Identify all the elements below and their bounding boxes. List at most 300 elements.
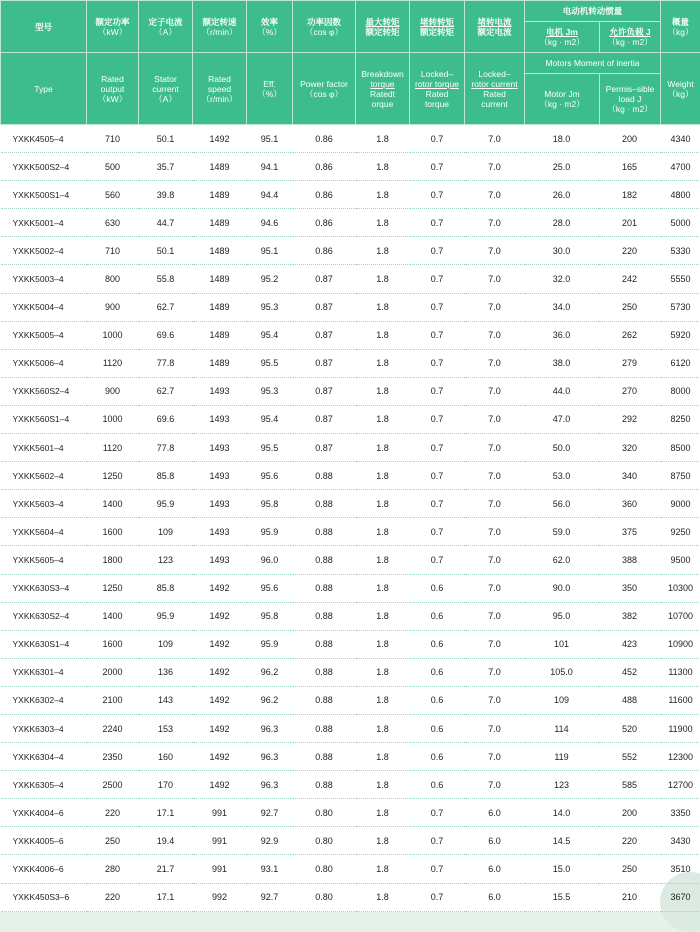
cell-rated-speed: 1493 (193, 546, 247, 574)
cell-locked-rotor-current: 7.0 (465, 265, 525, 293)
cell-weight: 3430 (661, 827, 700, 855)
cell-load-j: 165 (599, 153, 661, 181)
cell-locked-rotor-torque: 0.7 (410, 518, 465, 546)
cell-breakdown-torque: 1.8 (356, 377, 410, 405)
cell-type: YXKK5601–4 (1, 434, 87, 462)
table-row (1, 377, 700, 405)
cell-locked-rotor-torque: 0.6 (410, 574, 465, 602)
cell-weight: 6120 (661, 349, 700, 377)
header-locked-current-en: Locked– rotor current Rated current (465, 53, 525, 125)
cell-locked-rotor-current: 7.0 (465, 462, 525, 490)
cell-type: YXKK6304–4 (1, 743, 87, 771)
cell-locked-rotor-torque: 0.7 (410, 209, 465, 237)
cell-efficiency: 94.1 (247, 153, 293, 181)
cell-breakdown-torque: 1.8 (356, 855, 410, 883)
table-row (1, 743, 700, 771)
cell-breakdown-torque: 1.8 (356, 574, 410, 602)
cell-load-j: 250 (599, 293, 661, 321)
table-row (1, 855, 700, 883)
cell-rated-speed: 1492 (193, 743, 247, 771)
cell-rated-output: 2100 (87, 686, 139, 714)
cell-load-j: 270 (599, 377, 661, 405)
cell-locked-rotor-torque: 0.6 (410, 658, 465, 686)
cell-load-j: 585 (599, 771, 661, 799)
cell-rated-speed: 1492 (193, 658, 247, 686)
cell-load-j: 200 (599, 799, 661, 827)
table-row (1, 265, 700, 293)
cell-type: YXKK6302–4 (1, 686, 87, 714)
cell-efficiency: 96.3 (247, 771, 293, 799)
cell-rated-speed: 991 (193, 799, 247, 827)
cell-locked-rotor-torque: 0.7 (410, 321, 465, 349)
cell-type: YXKK5603–4 (1, 490, 87, 518)
cell-rated-speed: 1489 (193, 349, 247, 377)
cell-type: YXKK500S2–4 (1, 153, 87, 181)
cell-breakdown-torque: 1.8 (356, 771, 410, 799)
cell-power-factor: 0.87 (293, 434, 356, 462)
cell-breakdown-torque: 1.8 (356, 265, 410, 293)
cell-rated-output: 1000 (87, 321, 139, 349)
cell-efficiency: 95.3 (247, 377, 293, 405)
cell-weight: 12700 (661, 771, 700, 799)
cell-power-factor: 0.88 (293, 574, 356, 602)
cell-motor-jm: 114 (525, 714, 599, 742)
cell-rated-speed: 1489 (193, 181, 247, 209)
cell-motor-jm: 47.0 (525, 405, 599, 433)
table-row (1, 827, 700, 855)
cell-motor-jm: 26.0 (525, 181, 599, 209)
cell-rated-speed: 1489 (193, 321, 247, 349)
cell-breakdown-torque: 1.8 (356, 293, 410, 321)
cell-motor-jm: 62.0 (525, 546, 599, 574)
cell-locked-rotor-torque: 0.7 (410, 462, 465, 490)
cell-power-factor: 0.88 (293, 714, 356, 742)
cell-rated-output: 1250 (87, 462, 139, 490)
cell-motor-jm: 14.5 (525, 827, 599, 855)
cell-motor-jm: 59.0 (525, 518, 599, 546)
cell-locked-rotor-current: 7.0 (465, 574, 525, 602)
cell-breakdown-torque: 1.8 (356, 743, 410, 771)
cell-rated-speed: 991 (193, 855, 247, 883)
header-moi-en: Motors Moment of inertia Motor Jm （kg · m2） Permis–sible load J （kg · m2） (525, 53, 661, 125)
cell-power-factor: 0.87 (293, 321, 356, 349)
header-eff-cn: 效率 （%） (247, 1, 293, 53)
cell-rated-speed: 1489 (193, 237, 247, 265)
cell-rated-speed: 1493 (193, 518, 247, 546)
cell-power-factor: 0.86 (293, 209, 356, 237)
cell-power-factor: 0.86 (293, 153, 356, 181)
cell-load-j: 220 (599, 827, 661, 855)
cell-type: YXKK4005–6 (1, 827, 87, 855)
cell-type: YXKK4006–6 (1, 855, 87, 883)
header-current-cn: 定子电流 （A） (139, 1, 193, 53)
cell-locked-rotor-current: 7.0 (465, 714, 525, 742)
cell-type: YXKK5004–4 (1, 293, 87, 321)
cell-type: YXKK5605–4 (1, 546, 87, 574)
cell-type: YXKK560S1–4 (1, 405, 87, 433)
cell-stator-current: 50.1 (139, 125, 193, 153)
cell-rated-output: 710 (87, 237, 139, 265)
cell-rated-output: 500 (87, 153, 139, 181)
cell-motor-jm: 44.0 (525, 377, 599, 405)
cell-weight: 11300 (661, 658, 700, 686)
cell-rated-output: 2350 (87, 743, 139, 771)
cell-type: YXKK630S3–4 (1, 574, 87, 602)
cell-load-j: 488 (599, 686, 661, 714)
cell-weight: 5330 (661, 237, 700, 265)
cell-efficiency: 92.9 (247, 827, 293, 855)
cell-efficiency: 95.6 (247, 462, 293, 490)
cell-motor-jm: 56.0 (525, 490, 599, 518)
cell-weight: 5920 (661, 321, 700, 349)
cell-efficiency: 95.1 (247, 125, 293, 153)
cell-power-factor: 0.88 (293, 490, 356, 518)
cell-stator-current: 85.8 (139, 462, 193, 490)
cell-motor-jm: 30.0 (525, 237, 599, 265)
cell-locked-rotor-torque: 0.7 (410, 181, 465, 209)
cell-locked-rotor-torque: 0.7 (410, 405, 465, 433)
header-weight-cn: 概量 （kg） (661, 1, 700, 53)
cell-rated-speed: 992 (193, 883, 247, 911)
cell-rated-output: 1600 (87, 630, 139, 658)
cell-weight: 11900 (661, 714, 700, 742)
cell-load-j: 340 (599, 462, 661, 490)
cell-type: YXKK5003–4 (1, 265, 87, 293)
table-row (1, 125, 700, 153)
cell-rated-speed: 1492 (193, 771, 247, 799)
cell-motor-jm: 15.0 (525, 855, 599, 883)
cell-weight: 8750 (661, 462, 700, 490)
cell-efficiency: 92.7 (247, 883, 293, 911)
cell-motor-jm: 105.0 (525, 658, 599, 686)
cell-type: YXKK630S2–4 (1, 602, 87, 630)
cell-breakdown-torque: 1.8 (356, 405, 410, 433)
cell-breakdown-torque: 1.8 (356, 490, 410, 518)
header-locked-torque-en: Locked– rotor torque Rated torque (410, 53, 465, 125)
table-row (1, 153, 700, 181)
cell-power-factor: 0.87 (293, 349, 356, 377)
cell-rated-speed: 1492 (193, 574, 247, 602)
header-speed-en: Rated speed （r/min） (193, 53, 247, 125)
cell-rated-speed: 1493 (193, 490, 247, 518)
cell-weight: 10900 (661, 630, 700, 658)
cell-rated-output: 220 (87, 883, 139, 911)
cell-weight: 4700 (661, 153, 700, 181)
cell-weight: 4340 (661, 125, 700, 153)
cell-rated-output: 1250 (87, 574, 139, 602)
cell-motor-jm: 53.0 (525, 462, 599, 490)
cell-locked-rotor-torque: 0.7 (410, 855, 465, 883)
cell-locked-rotor-torque: 0.6 (410, 771, 465, 799)
cell-power-factor: 0.86 (293, 181, 356, 209)
cell-motor-jm: 109 (525, 686, 599, 714)
cell-load-j: 388 (599, 546, 661, 574)
cell-load-j: 520 (599, 714, 661, 742)
cell-rated-output: 1400 (87, 490, 139, 518)
cell-efficiency: 95.4 (247, 405, 293, 433)
cell-rated-output: 900 (87, 293, 139, 321)
cell-weight: 3510 (661, 855, 700, 883)
cell-efficiency: 95.9 (247, 630, 293, 658)
cell-motor-jm: 15.5 (525, 883, 599, 911)
cell-type: YXKK5002–4 (1, 237, 87, 265)
cell-rated-speed: 1492 (193, 630, 247, 658)
cell-power-factor: 0.88 (293, 546, 356, 574)
cell-rated-output: 1120 (87, 349, 139, 377)
table-row (1, 686, 700, 714)
cell-locked-rotor-current: 7.0 (465, 434, 525, 462)
cell-locked-rotor-current: 7.0 (465, 153, 525, 181)
cell-efficiency: 95.1 (247, 237, 293, 265)
cell-motor-jm: 14.0 (525, 799, 599, 827)
cell-locked-rotor-torque: 0.7 (410, 125, 465, 153)
cell-locked-rotor-torque: 0.7 (410, 265, 465, 293)
cell-load-j: 279 (599, 349, 661, 377)
table-body (1, 125, 700, 912)
cell-stator-current: 19.4 (139, 827, 193, 855)
cell-locked-rotor-current: 7.0 (465, 181, 525, 209)
cell-load-j: 452 (599, 658, 661, 686)
cell-stator-current: 50.1 (139, 237, 193, 265)
cell-stator-current: 17.1 (139, 883, 193, 911)
cell-locked-rotor-current: 7.0 (465, 377, 525, 405)
cell-locked-rotor-torque: 0.7 (410, 349, 465, 377)
cell-type: YXKK6301–4 (1, 658, 87, 686)
cell-breakdown-torque: 1.8 (356, 883, 410, 911)
cell-rated-speed: 991 (193, 827, 247, 855)
cell-power-factor: 0.87 (293, 265, 356, 293)
cell-locked-rotor-current: 7.0 (465, 125, 525, 153)
cell-efficiency: 96.2 (247, 658, 293, 686)
cell-power-factor: 0.86 (293, 237, 356, 265)
cell-motor-jm: 119 (525, 743, 599, 771)
table-row (1, 630, 700, 658)
cell-breakdown-torque: 1.8 (356, 686, 410, 714)
header-locked-torque-cn: 堵转转矩 额定转矩 (410, 1, 465, 53)
cell-stator-current: 109 (139, 518, 193, 546)
cell-rated-speed: 1493 (193, 405, 247, 433)
cell-locked-rotor-current: 7.0 (465, 743, 525, 771)
cell-locked-rotor-torque: 0.7 (410, 827, 465, 855)
cell-stator-current: 62.7 (139, 377, 193, 405)
table-row (1, 434, 700, 462)
cell-power-factor: 0.80 (293, 883, 356, 911)
cell-locked-rotor-current: 6.0 (465, 799, 525, 827)
cell-locked-rotor-current: 7.0 (465, 546, 525, 574)
cell-rated-speed: 1492 (193, 125, 247, 153)
cell-efficiency: 95.5 (247, 434, 293, 462)
cell-efficiency: 95.8 (247, 490, 293, 518)
table-row (1, 602, 700, 630)
header-motor-jm-en: Motor Jm （kg · m2） (525, 74, 600, 124)
cell-locked-rotor-current: 7.0 (465, 293, 525, 321)
header-motor-jm-cn: 电机 Jm （kg · m2） (525, 22, 600, 52)
cell-load-j: 250 (599, 855, 661, 883)
cell-type: YXKK4505–4 (1, 125, 87, 153)
cell-rated-output: 280 (87, 855, 139, 883)
cell-type: YXKK5006–4 (1, 349, 87, 377)
cell-locked-rotor-current: 7.0 (465, 771, 525, 799)
cell-efficiency: 95.9 (247, 518, 293, 546)
cell-locked-rotor-torque: 0.7 (410, 293, 465, 321)
table-row (1, 771, 700, 799)
table-row (1, 714, 700, 742)
cell-weight: 8000 (661, 377, 700, 405)
cell-motor-jm: 36.0 (525, 321, 599, 349)
cell-stator-current: 77.8 (139, 434, 193, 462)
cell-locked-rotor-torque: 0.7 (410, 490, 465, 518)
cell-locked-rotor-torque: 0.7 (410, 799, 465, 827)
cell-rated-speed: 1489 (193, 265, 247, 293)
table-row (1, 490, 700, 518)
cell-locked-rotor-current: 7.0 (465, 630, 525, 658)
header-pf-en: Power factor （cos φ） (293, 53, 356, 125)
cell-rated-output: 1120 (87, 434, 139, 462)
cell-motor-jm: 123 (525, 771, 599, 799)
cell-locked-rotor-torque: 0.7 (410, 377, 465, 405)
cell-power-factor: 0.80 (293, 827, 356, 855)
cell-locked-rotor-current: 6.0 (465, 855, 525, 883)
cell-rated-speed: 1492 (193, 686, 247, 714)
cell-breakdown-torque: 1.8 (356, 602, 410, 630)
cell-stator-current: 62.7 (139, 293, 193, 321)
cell-rated-output: 2240 (87, 714, 139, 742)
header-type-en: Type (1, 53, 87, 125)
cell-type: YXKK5001–4 (1, 209, 87, 237)
cell-locked-rotor-current: 7.0 (465, 321, 525, 349)
cell-locked-rotor-current: 7.0 (465, 686, 525, 714)
cell-load-j: 423 (599, 630, 661, 658)
cell-weight: 3670 (661, 883, 700, 911)
cell-motor-jm: 28.0 (525, 209, 599, 237)
cell-load-j: 382 (599, 602, 661, 630)
cell-load-j: 242 (599, 265, 661, 293)
cell-rated-output: 800 (87, 265, 139, 293)
cell-efficiency: 96.2 (247, 686, 293, 714)
cell-load-j: 201 (599, 209, 661, 237)
cell-power-factor: 0.87 (293, 405, 356, 433)
cell-breakdown-torque: 1.8 (356, 125, 410, 153)
cell-breakdown-torque: 1.8 (356, 349, 410, 377)
header-moi-cn: 电动机转动惯量 电机 Jm （kg · m2） 允许负载 J （kg · m2） (525, 1, 661, 53)
header-locked-current-cn: 堵转电流 额定电流 (465, 1, 525, 53)
cell-power-factor: 0.88 (293, 658, 356, 686)
cell-rated-speed: 1493 (193, 462, 247, 490)
header-pf-cn: 功率因数 （cos φ） (293, 1, 356, 53)
cell-locked-rotor-torque: 0.7 (410, 237, 465, 265)
cell-stator-current: 35.7 (139, 153, 193, 181)
cell-stator-current: 170 (139, 771, 193, 799)
cell-breakdown-torque: 1.8 (356, 181, 410, 209)
cell-breakdown-torque: 1.8 (356, 153, 410, 181)
cell-locked-rotor-current: 7.0 (465, 349, 525, 377)
cell-locked-rotor-torque: 0.6 (410, 714, 465, 742)
cell-efficiency: 95.2 (247, 265, 293, 293)
table-row (1, 321, 700, 349)
cell-power-factor: 0.86 (293, 125, 356, 153)
cell-rated-output: 900 (87, 377, 139, 405)
cell-rated-output: 2000 (87, 658, 139, 686)
header-load-j-en: Permis–sible load J （kg · m2） (600, 74, 660, 124)
cell-rated-speed: 1489 (193, 293, 247, 321)
cell-efficiency: 94.6 (247, 209, 293, 237)
cell-rated-speed: 1493 (193, 434, 247, 462)
cell-power-factor: 0.87 (293, 293, 356, 321)
table-row (1, 293, 700, 321)
cell-locked-rotor-current: 7.0 (465, 405, 525, 433)
cell-weight: 5730 (661, 293, 700, 321)
cell-stator-current: 17.1 (139, 799, 193, 827)
cell-power-factor: 0.88 (293, 686, 356, 714)
header-breakdown-cn: 最大转矩 额定转矩 (356, 1, 410, 53)
cell-stator-current: 153 (139, 714, 193, 742)
cell-type: YXKK630S1–4 (1, 630, 87, 658)
table-row (1, 462, 700, 490)
cell-rated-output: 1800 (87, 546, 139, 574)
cell-efficiency: 96.3 (247, 714, 293, 742)
cell-stator-current: 55.8 (139, 265, 193, 293)
cell-locked-rotor-torque: 0.7 (410, 153, 465, 181)
cell-breakdown-torque: 1.8 (356, 434, 410, 462)
cell-rated-output: 1000 (87, 405, 139, 433)
cell-power-factor: 0.80 (293, 799, 356, 827)
cell-weight: 10700 (661, 602, 700, 630)
cell-type: YXKK5602–4 (1, 462, 87, 490)
cell-breakdown-torque: 1.8 (356, 546, 410, 574)
cell-stator-current: 44.7 (139, 209, 193, 237)
cell-breakdown-torque: 1.8 (356, 827, 410, 855)
cell-power-factor: 0.88 (293, 630, 356, 658)
cell-locked-rotor-current: 7.0 (465, 658, 525, 686)
cell-weight: 8250 (661, 405, 700, 433)
cell-breakdown-torque: 1.8 (356, 209, 410, 237)
cell-type: YXKK6305–4 (1, 771, 87, 799)
cell-stator-current: 21.7 (139, 855, 193, 883)
cell-breakdown-torque: 1.8 (356, 518, 410, 546)
table-row (1, 546, 700, 574)
cell-efficiency: 95.8 (247, 602, 293, 630)
header-current-en: Stator current （A） (139, 53, 193, 125)
cell-load-j: 350 (599, 574, 661, 602)
cell-stator-current: 136 (139, 658, 193, 686)
cell-motor-jm: 50.0 (525, 434, 599, 462)
cell-stator-current: 39.8 (139, 181, 193, 209)
cell-load-j: 210 (599, 883, 661, 911)
table-row (1, 518, 700, 546)
cell-locked-rotor-torque: 0.7 (410, 883, 465, 911)
cell-weight: 12300 (661, 743, 700, 771)
cell-locked-rotor-current: 6.0 (465, 883, 525, 911)
cell-stator-current: 77.8 (139, 349, 193, 377)
table-row (1, 574, 700, 602)
cell-stator-current: 69.6 (139, 321, 193, 349)
cell-stator-current: 85.8 (139, 574, 193, 602)
cell-rated-output: 220 (87, 799, 139, 827)
cell-rated-output: 560 (87, 181, 139, 209)
cell-load-j: 360 (599, 490, 661, 518)
cell-rated-output: 630 (87, 209, 139, 237)
cell-load-j: 320 (599, 434, 661, 462)
cell-locked-rotor-current: 6.0 (465, 827, 525, 855)
cell-motor-jm: 18.0 (525, 125, 599, 153)
table-row (1, 658, 700, 686)
cell-motor-jm: 101 (525, 630, 599, 658)
cell-load-j: 262 (599, 321, 661, 349)
header-load-j-cn: 允许负载 J （kg · m2） (600, 22, 660, 52)
cell-load-j: 375 (599, 518, 661, 546)
cell-rated-speed: 1492 (193, 602, 247, 630)
cell-breakdown-torque: 1.8 (356, 714, 410, 742)
